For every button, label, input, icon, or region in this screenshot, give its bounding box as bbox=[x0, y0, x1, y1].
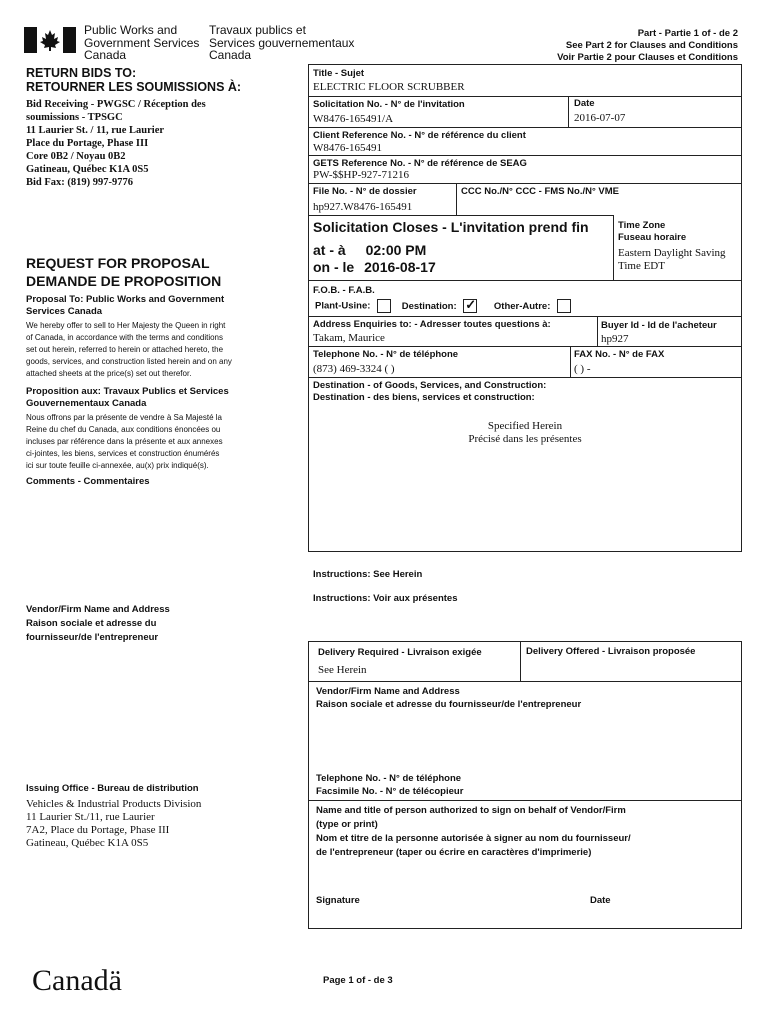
fax-value: ( ) - bbox=[574, 363, 591, 375]
solicitation-value: W8476-165491/A bbox=[313, 113, 394, 125]
canada-flag-icon bbox=[24, 27, 76, 53]
client-ref-label: Client Reference No. - N° de référence du client bbox=[313, 130, 526, 141]
title-value: ELECTRIC FLOOR SCRUBBER bbox=[313, 81, 465, 93]
instructions-en: Instructions: See Herein bbox=[313, 569, 423, 580]
phone-value: (873) 469-3324 ( ) bbox=[313, 363, 395, 375]
issuing-office-label: Issuing Office - Bureau de distribution bbox=[26, 783, 199, 794]
date-label: Date bbox=[574, 98, 595, 109]
part-info: Part - Partie 1 of - de 2 See Part 2 for Clauses and Conditions Voir Partie 2 pour Clauses et Conditions bbox=[557, 28, 738, 63]
comments-label: Comments - Commentaires bbox=[26, 476, 150, 487]
vendor-contact-label: Telephone No. - N° de téléphone Facsimile No. - N° de télécopieur bbox=[316, 773, 464, 797]
proposal-to-fr: Proposition aux: Travaux Publics et Services Gouvernementaux Canada bbox=[26, 386, 229, 409]
canada-wordmark: Canadä bbox=[32, 964, 122, 997]
rfp-title: REQUEST FOR PROPOSAL DEMANDE DE PROPOSITION bbox=[26, 255, 222, 289]
solicitation-label: Solicitation No. - N° de l'invitation bbox=[313, 99, 465, 110]
delivery-required-label: Delivery Required - Livraison exigée bbox=[318, 647, 482, 658]
address-enquiries-value: Takam, Maurice bbox=[313, 332, 385, 344]
gets-label: GETS Reference No. - N° de référence de SEAG bbox=[313, 158, 527, 169]
department-name-fr: Travaux publics et Services gouvernementaux Canada bbox=[209, 23, 355, 62]
delivery-offered-label: Delivery Offered - Livraison proposée bbox=[526, 646, 696, 657]
vendor-name-label: Vendor/Firm Name and Address Raison sociale et adresse du fournisseur/de l'entrepreneur bbox=[316, 686, 582, 710]
buyer-id-label: Buyer Id - Id de l'acheteur bbox=[601, 320, 717, 331]
file-no-label: File No. - N° de dossier bbox=[313, 186, 417, 197]
signature-label: Signature bbox=[316, 895, 360, 906]
fob-label: F.O.B. - F.A.B. bbox=[313, 285, 375, 296]
closes-at-label: at - à bbox=[313, 242, 346, 258]
gets-value: PW-$$HP-927-71216 bbox=[313, 169, 409, 181]
return-bids-title: RETURN BIDS TO: RETOURNER LES SOUMISSIONS À: bbox=[26, 66, 242, 94]
closes-on-label: on - le bbox=[313, 259, 355, 275]
date-value: 2016-07-07 bbox=[574, 112, 626, 124]
client-ref-value: W8476-165491 bbox=[313, 142, 383, 154]
solicitation-closes-title: Solicitation Closes - L'invitation prend fin bbox=[313, 219, 589, 235]
department-name-en: Public Works and Government Services Canada bbox=[84, 23, 200, 62]
fob-options bbox=[315, 299, 571, 313]
address-enquiries-label: Address Enquiries to: - Adresser toutes questions à: bbox=[313, 319, 551, 330]
instructions-fr: Instructions: Voir aux présentes bbox=[313, 593, 458, 604]
authorized-person-label: Name and title of person authorized to sign on behalf of Vendor/Firm (type or print) Nom et titre de la personne autorisée à signer au nom du fournisseur/ de l'entrepreneur (taper ou écrire en caractères d'imprimerie) bbox=[316, 805, 631, 858]
ccc-label: CCC No./N° CCC - FMS No./N° VME bbox=[461, 186, 620, 197]
destination-checkbox[interactable] bbox=[463, 299, 477, 313]
closes-time-row bbox=[313, 242, 426, 258]
proposal-body-en: We hereby offer to sell to Her Majesty the Queen in right of Canada, in accordance with the terms and conditions set out herein, referred to herein or attached hereto, the goods, services, and construction listed herein and on any attached sheets at the price(s) set out therefor. bbox=[26, 321, 232, 378]
page-number: Page 1 of - de 3 bbox=[323, 975, 393, 986]
fax-label: FAX No. - N° de FAX bbox=[574, 349, 665, 360]
issuing-office-address: Vehicles & Industrial Products Division 11 Laurier St./11, rue Laurier 7A2, Place du Portage, Phase III Gatineau, Québec K1A 0S5 bbox=[26, 798, 202, 849]
proposal-to-en: Proposal To: Public Works and Government Services Canada bbox=[26, 294, 225, 317]
buyer-id-value: hp927 bbox=[601, 333, 629, 345]
closes-date-row bbox=[313, 259, 436, 275]
destination-label: Destination: bbox=[401, 300, 457, 312]
timezone-value: Eastern Daylight Saving Time EDT bbox=[618, 247, 726, 272]
plant-label: Plant-Usine: bbox=[315, 300, 371, 312]
signature-date-label: Date bbox=[590, 895, 611, 906]
delivery-required-value: See Herein bbox=[318, 664, 367, 676]
closes-date: 2016-08-17 bbox=[364, 259, 436, 275]
other-checkbox[interactable] bbox=[557, 299, 571, 313]
check-mark-icon: ✓ bbox=[465, 297, 477, 312]
return-bids-address: Bid Receiving - PWGSC / Réception des soumissions - TPSGC 11 Laurier St. / 11, rue Laurier Place du Portage, Phase III Core 0B2 / Noyau 0B2 Gatineau, Québec K1A 0S5 Bid Fax: (819) 997-9776 bbox=[26, 99, 206, 188]
destination-goods-label: Destination - of Goods, Services, and Construction: Destination - des biens, services et construction: bbox=[313, 380, 547, 403]
proposal-body-fr: Nous offrons par la présente de vendre à Sa Majesté la Reine du chef du Canada, aux conditions énoncées ou incluses par référence dans la présente et aux annexes ci-jointes, les biens, services et construction énumérés ici sur toute feuille ci-annexée, au(x) prix indiqué(s). bbox=[26, 413, 223, 470]
timezone-label: Time Zone Fuseau horaire bbox=[618, 220, 687, 243]
closes-time: 02:00 PM bbox=[365, 242, 427, 258]
title-label: Title - Sujet bbox=[313, 68, 365, 79]
plant-checkbox[interactable] bbox=[377, 299, 391, 313]
vendor-label-left: Vendor/Firm Name and Address Raison sociale et adresse du fournisseur/de l'entrepreneur bbox=[26, 604, 170, 643]
file-no-value: hp927.W8476-165491 bbox=[313, 201, 413, 213]
other-label: Other-Autre: bbox=[493, 300, 551, 312]
specified-herein: Specified Herein Précisé dans les présentes bbox=[468, 420, 582, 445]
phone-label: Telephone No. - N° de téléphone bbox=[313, 349, 459, 360]
